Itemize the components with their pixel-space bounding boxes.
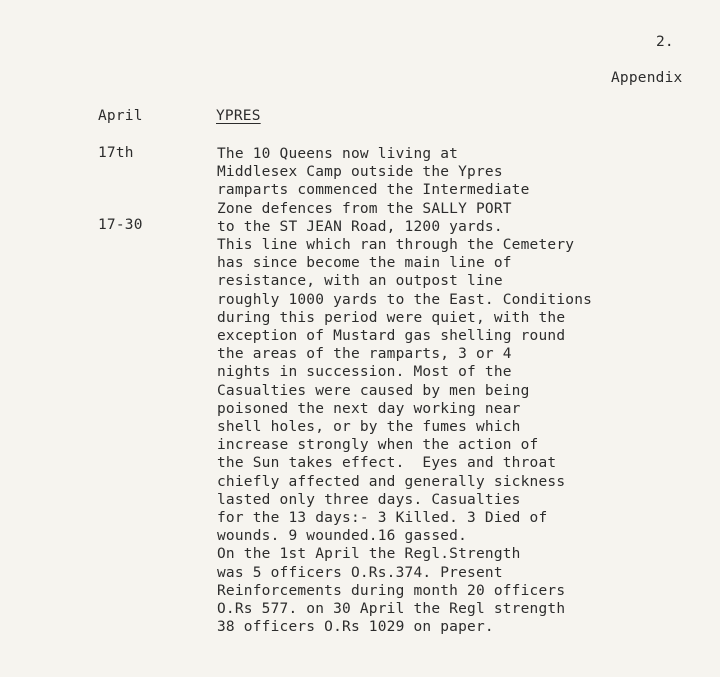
text-line: wounds. 9 wounded.16 gassed. [217, 528, 468, 545]
text-line: This line which ran through the Cemetery [217, 237, 575, 254]
date-entry: 17-30 [98, 217, 143, 233]
text-line: Middlesex Camp outside the Ypres [217, 164, 503, 181]
text-line: chiefly affected and generally sickness [217, 473, 566, 490]
text-line: the areas of the ramparts, 3 or 4 [217, 346, 512, 363]
location-heading: YPRES [216, 108, 261, 124]
text-line: Casualties were caused by men being [217, 382, 530, 399]
text-line: increase strongly when the action of [217, 437, 539, 454]
text-line: Reinforcements during month 20 officers [217, 582, 566, 599]
text-line: the Sun takes effect. Eyes and throat [217, 455, 557, 472]
text-line: during this period were quiet, with the [217, 309, 566, 326]
text-line: to the ST JEAN Road, 1200 yards. [217, 218, 503, 235]
text-line: has since become the main line of [217, 255, 512, 272]
text-line: ramparts commenced the Intermediate [217, 182, 530, 199]
text-line: 38 officers O.Rs 1029 on paper. [217, 619, 494, 636]
text-line: On the 1st April the Regl.Strength [217, 546, 521, 563]
diary-entry-text [217, 145, 707, 636]
text-line: exception of Mustard gas shelling round [217, 328, 566, 345]
page-number: 2. [656, 34, 674, 50]
text-line: roughly 1000 yards to the East. Conditions [217, 291, 593, 308]
text-line: poisoned the next day working near [217, 400, 521, 417]
text-line: nights in succession. Most of the [217, 364, 512, 381]
text-line: lasted only three days. Casualties [217, 491, 521, 508]
text-line: for the 13 days:- 3 Killed. 3 Died of [217, 510, 548, 527]
text-line: was 5 officers O.Rs.374. Present [217, 564, 503, 581]
text-line: shell holes, or by the fumes which [217, 419, 521, 436]
text-line: Zone defences from the SALLY PORT [217, 200, 512, 217]
month-label: April [98, 108, 143, 124]
date-entry: 17th [98, 145, 134, 161]
text-line: O.Rs 577. on 30 April the Regl strength [217, 601, 566, 618]
appendix-label: Appendix [611, 70, 683, 86]
text-line: resistance, with an outpost line [217, 273, 503, 290]
text-line: The 10 Queens now living at [217, 146, 459, 162]
